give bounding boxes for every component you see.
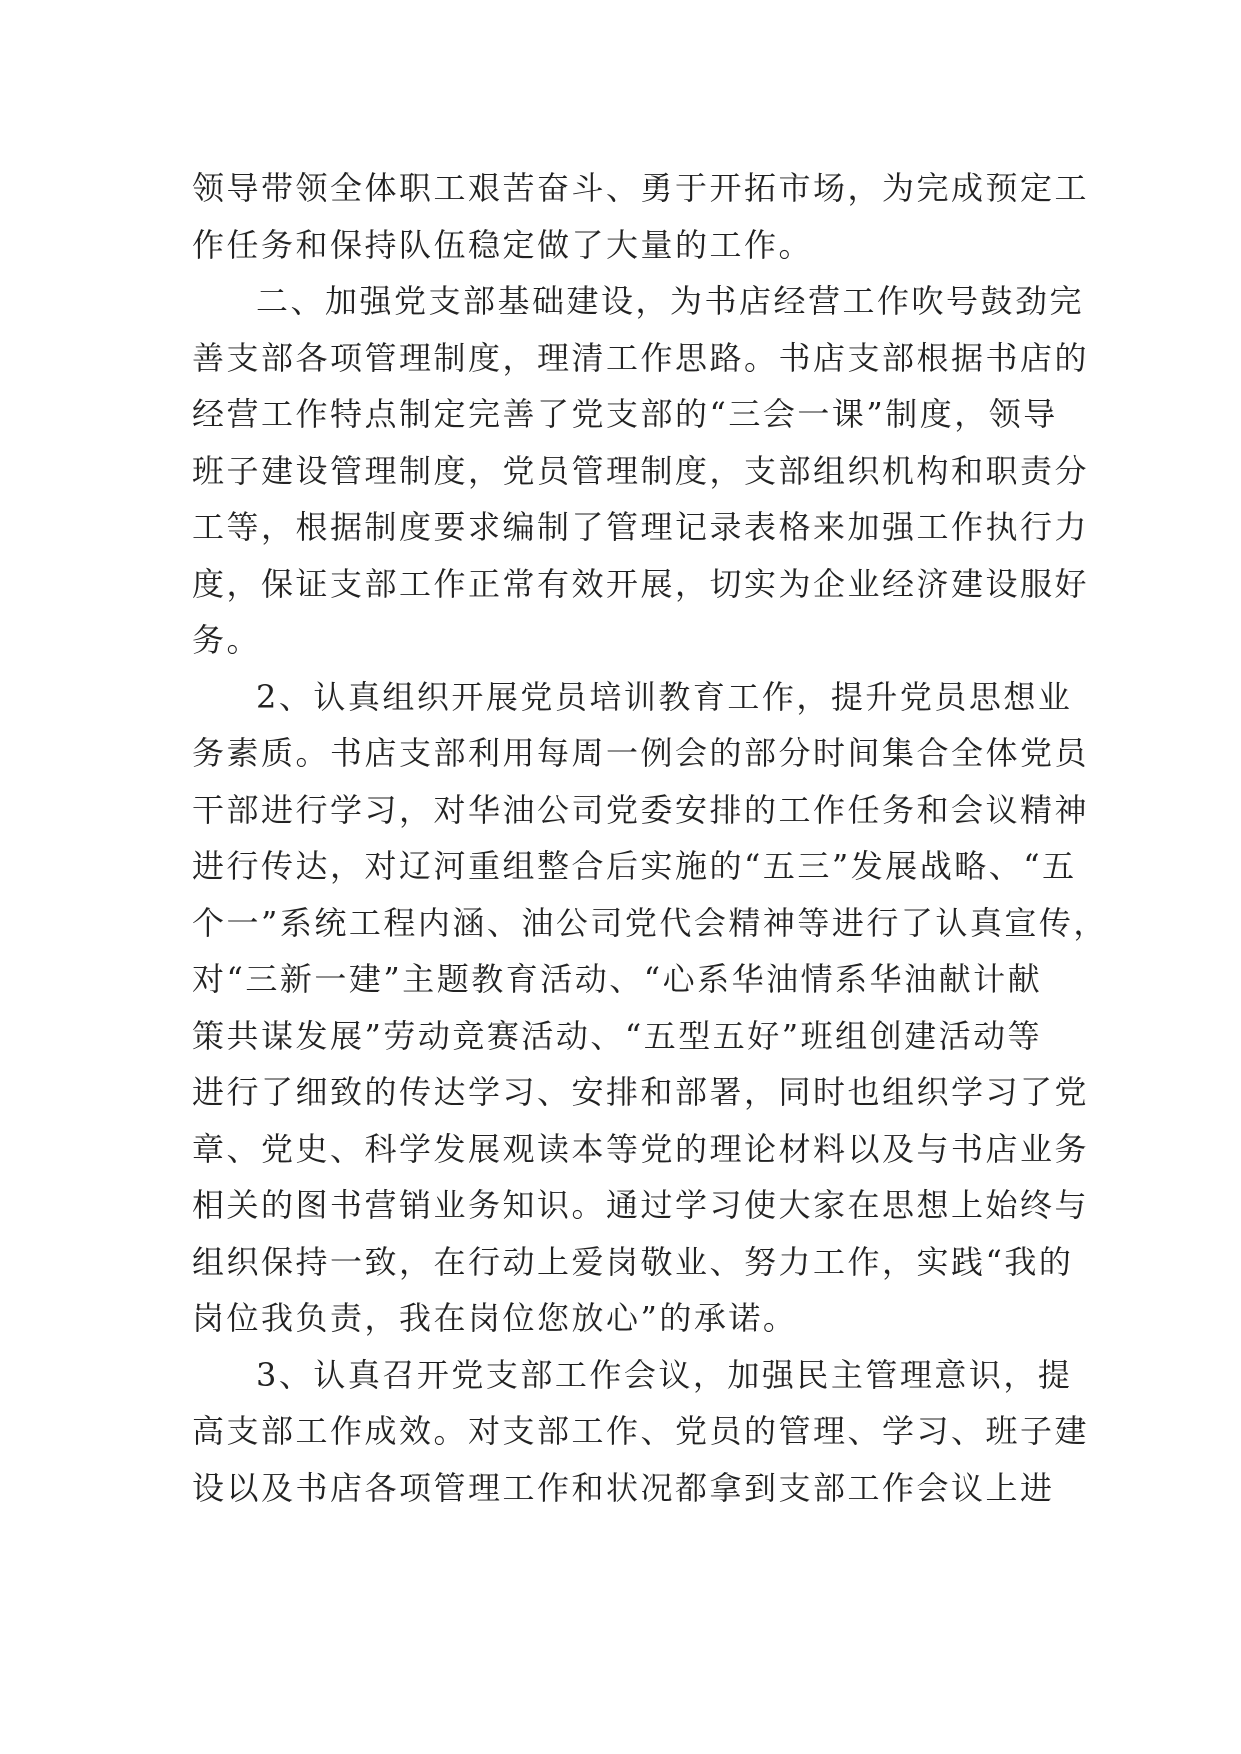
paragraph-start-line: 2、认真组织开展党员培训教育工作，提升党员思想业	[256, 677, 1073, 716]
text-line: 度，保证支部工作正常有效开展，切实为企业经济建设服好	[192, 564, 1090, 603]
paragraph-start-line: 二、加强党支部基础建设，为书店经营工作吹号鼓劲完	[256, 282, 1085, 320]
text-line: 作任务和保持队伍稳定做了大量的工作。	[192, 225, 814, 264]
text-line: 章、党史、科学发展观读本等党的理论材料以及与书店业务	[192, 1129, 1090, 1168]
text-line: 高支部工作成效。对支部工作、党员的管理、学习、班子建	[192, 1412, 1090, 1450]
text-line: 班子建设管理制度，党员管理制度，支部组织机构和职责分	[192, 451, 1090, 490]
text-line: 个一”系统工程内涵、油公司党代会精神等进行了认真宣传，	[192, 903, 1108, 942]
text-line: 设以及书店各项管理工作和状况都拿到支部工作会议上进	[192, 1468, 1055, 1507]
text-line: 干部进行学习，对华油公司党委安排的工作任务和会议精神	[192, 790, 1090, 829]
text-line: 相关的图书营销业务知识。通过学习使大家在思想上始终与	[192, 1186, 1090, 1224]
text-line: 领导带领全体职工艰苦奋斗、勇于开拓市场，为完成预定工	[192, 169, 1090, 207]
text-line: 对“三新一建”主题教育活动、“心系华油情系华油献计献	[192, 960, 1043, 998]
text-line: 经营工作特点制定完善了党支部的“三会一课”制度，领导	[192, 395, 1058, 433]
text-line: 进行传达，对辽河重组整合后实施的“五三”发展战略、“五	[192, 847, 1077, 885]
text-line: 岗位我负责，我在岗位您放心”的承诺。	[192, 1299, 798, 1337]
text-line: 策共谋发展”劳动竞赛活动、“五型五好”班组创建活动等	[192, 1016, 1043, 1055]
text-line: 进行了细致的传达学习、安排和部署，同时也组织学习了党	[192, 1073, 1090, 1111]
text-line: 组织保持一致，在行动上爱岗敬业、努力工作，实践“我的	[192, 1242, 1074, 1281]
text-line: 务素质。书店支部利用每周一例会的部分时间集合全体党员	[192, 734, 1090, 772]
paragraph-start-line: 3、认真召开党支部工作会议，加强民主管理意识，提	[256, 1355, 1073, 1394]
text-line: 工等，根据制度要求编制了管理记录表格来加强工作执行力	[192, 508, 1090, 546]
text-line: 善支部各项管理制度，理清工作思路。书店支部根据书店的	[192, 338, 1090, 377]
document-body	[192, 160, 1108, 1516]
text-line: 务。	[192, 621, 262, 659]
